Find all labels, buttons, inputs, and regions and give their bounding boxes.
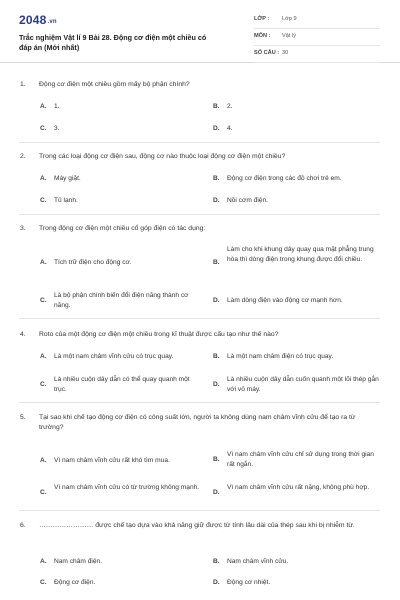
- divider: [19, 214, 380, 215]
- question-text: Trong động cơ điện một chiều cổ góp điện có tác dụng:: [39, 225, 206, 232]
- meta-panel: [254, 14, 380, 65]
- option-text: 3.: [54, 125, 60, 132]
- option-text: Nồi cơm điện.: [227, 197, 268, 204]
- option-letter: B.: [213, 353, 220, 360]
- meta-label: MÔN :: [254, 33, 271, 39]
- option-letter: D.: [213, 197, 220, 204]
- option-text: Vì nam châm vĩnh cửu rất nặng, không phù hợp.: [227, 484, 370, 491]
- option-text: Là nhiều cuộn dây dẫn có thể quay quanh một trục.: [54, 376, 190, 393]
- page-header: [0, 0, 400, 63]
- option-text: Động cơ điện trong các đồ chơi trẻ em.: [227, 175, 342, 182]
- option-letter: B.: [213, 558, 220, 565]
- meta-row-class: [254, 14, 380, 29]
- divider: [19, 510, 380, 511]
- meta-value: Lớp 9: [282, 16, 297, 22]
- option-letter: A.: [40, 457, 47, 464]
- meta-value: 30: [282, 50, 289, 56]
- option-letter: D.: [213, 297, 220, 304]
- option-letter: A.: [40, 353, 47, 360]
- option-letter: B.: [213, 175, 220, 182]
- option-text: Là nhiều cuộn dây dẫn cuốn quanh một lõi thép gắn với vỏ máy.: [227, 376, 379, 393]
- option-text: 4.: [227, 125, 233, 132]
- question-text: Động cơ điện một chiều gồm mấy bộ phận chính?: [39, 81, 190, 88]
- option-letter: D.: [213, 125, 220, 132]
- question-text: Roto của một động cơ điện một chiều trong kĩ thuật được cấu tạo như thế nào?: [39, 331, 279, 338]
- logo-suffix: .vn: [47, 19, 57, 25]
- option-letter: B.: [213, 103, 220, 110]
- option-letter: C.: [40, 489, 47, 496]
- meta-label: SỐ CÂU :: [254, 50, 280, 56]
- option-letter: C.: [40, 579, 47, 586]
- page-title: Trắc nghiệm Vật lí 9 Bài 28. Động cơ điện một chiều có đáp án (Mới nhất): [19, 33, 207, 52]
- question-number: 2.: [20, 153, 26, 160]
- question-text: …………………… được chế tạo dựa vào khả năng giữ được từ tính lâu dài của thép sau khi bị nhiễm từ.: [39, 522, 355, 529]
- option-text: Là một nam châm điện có trục quay.: [227, 353, 334, 360]
- site-logo[interactable]: [19, 13, 57, 27]
- question-text: Tại sao khi chế tạo động cơ điện có công suất lớn, người ta không dùng nam châm vĩnh cửu để tạo ra từ trường?: [39, 414, 356, 431]
- meta-row-subject: [254, 31, 380, 46]
- option-text: Tích trữ điện cho động cơ.: [54, 259, 132, 266]
- question-number: 1.: [20, 81, 26, 88]
- divider: [19, 402, 380, 403]
- option-letter: C.: [40, 297, 47, 304]
- option-text: Là một nam châm vĩnh cửu có trục quay.: [54, 353, 174, 360]
- divider: [19, 142, 380, 143]
- option-text: Là bộ phận chính biến đổi điện năng thành cơ năng.: [54, 292, 189, 309]
- option-text: Vì nam châm vĩnh cửu có từ trường không mạnh.: [54, 484, 200, 491]
- option-letter: A.: [40, 558, 47, 565]
- option-text: Động cơ nhiệt.: [227, 579, 271, 586]
- divider: [19, 318, 380, 319]
- question-number: 5.: [20, 414, 26, 421]
- option-letter: D.: [213, 381, 220, 388]
- option-text: 1.: [54, 103, 60, 110]
- option-text: Vì nam châm vĩnh cửu chỉ sử dụng trong thời gian rất ngắn.: [227, 451, 374, 468]
- meta-row-count: [254, 48, 380, 63]
- question-text: Trong các loại động cơ điện sau, động cơ nào thuộc loại động cơ điện một chiều?: [39, 153, 286, 160]
- option-letter: A.: [40, 175, 47, 182]
- option-letter: B.: [213, 259, 220, 266]
- option-letter: D.: [213, 579, 220, 586]
- option-letter: C.: [40, 125, 47, 132]
- option-text: Động cơ điện.: [54, 579, 96, 586]
- question-number: 4.: [20, 331, 26, 338]
- option-text: Làm cho khi khung dây quay qua mặt phẳng trung hòa thì dòng điện trong khung được đổi chiều.: [227, 246, 374, 263]
- option-letter: B.: [213, 456, 220, 463]
- logo-main: 2048: [19, 13, 47, 27]
- option-letter: D.: [213, 489, 220, 496]
- option-text: Tủ lạnh.: [54, 197, 78, 204]
- option-text: Nam châm điện.: [54, 558, 103, 565]
- meta-label: LỚP :: [254, 16, 270, 22]
- option-text: 2.: [227, 103, 233, 110]
- option-letter: A.: [40, 103, 47, 110]
- option-text: Vì nam châm vĩnh cửu rất khó tìm mua.: [54, 457, 170, 464]
- option-text: Làm dòng điện vào động cơ mạnh hơn.: [227, 297, 343, 304]
- question-number: 6.: [20, 522, 26, 529]
- option-letter: C.: [40, 381, 47, 388]
- question-number: 3.: [20, 225, 26, 232]
- option-letter: A.: [40, 259, 47, 266]
- option-text: Nam châm vĩnh cửu.: [227, 558, 289, 565]
- option-text: Máy giặt.: [54, 175, 81, 182]
- option-letter: C.: [40, 197, 47, 204]
- meta-value: Vật lý: [282, 33, 296, 39]
